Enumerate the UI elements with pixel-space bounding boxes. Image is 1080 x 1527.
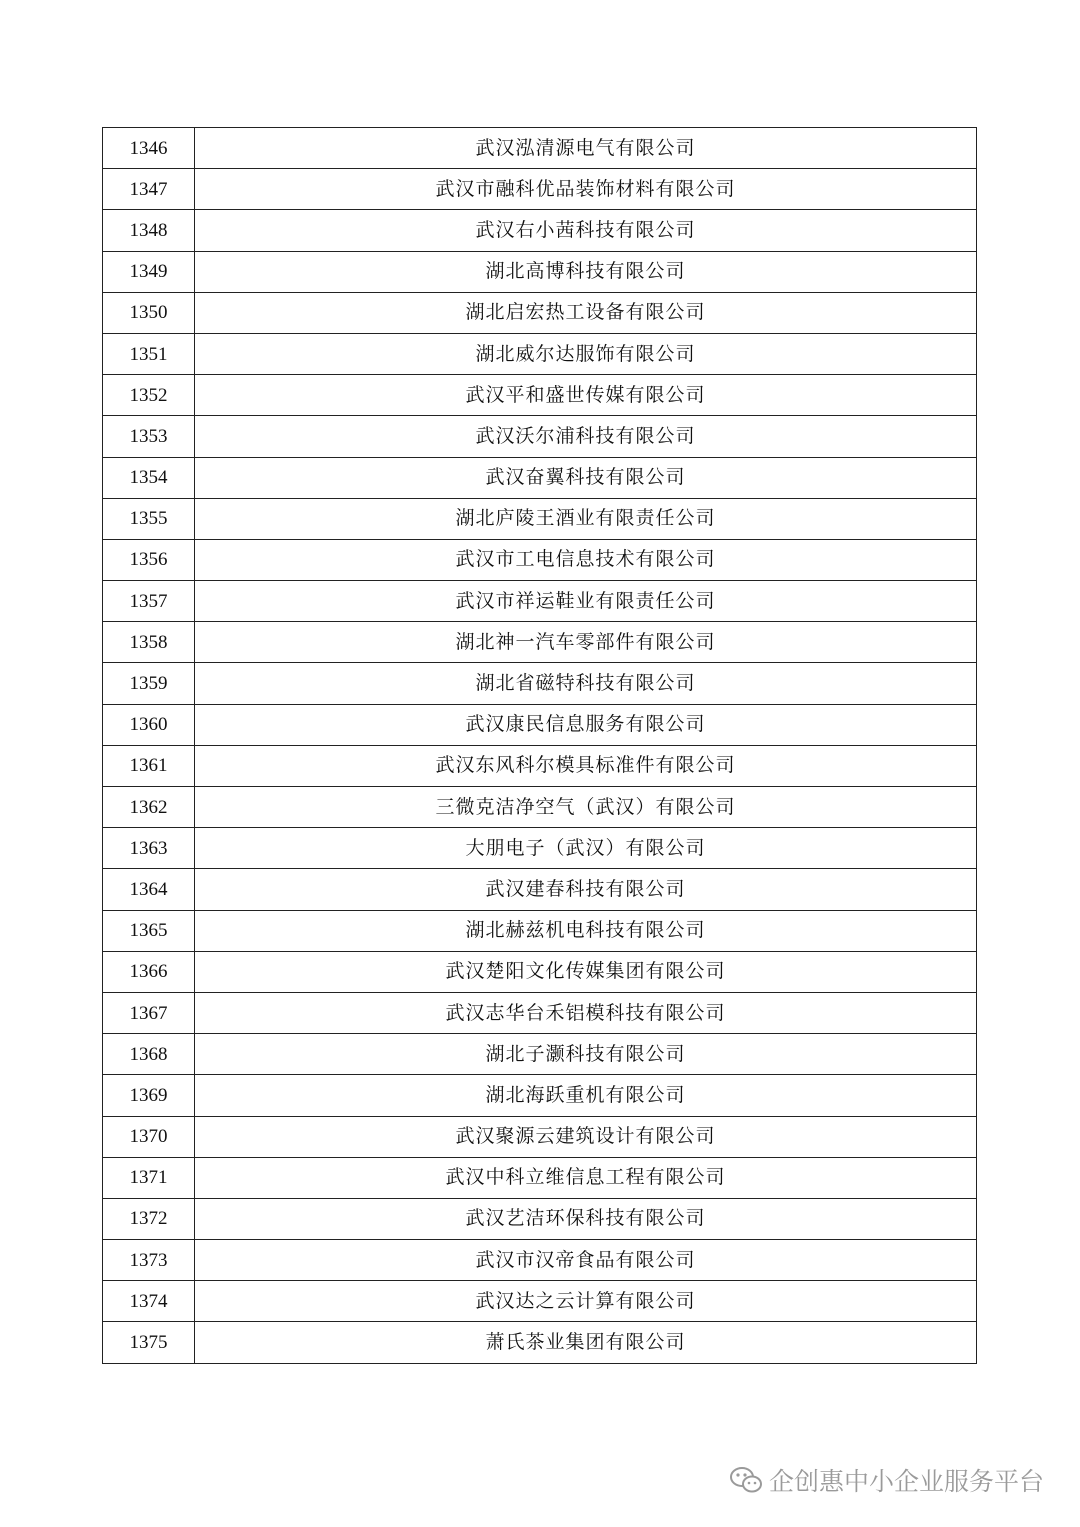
company-name: 武汉沃尔浦科技有限公司 [195,416,977,457]
company-name: 武汉康民信息服务有限公司 [195,704,977,745]
company-name: 湖北海跃重机有限公司 [195,1075,977,1116]
table-row [103,745,977,786]
company-name: 武汉艺洁环保科技有限公司 [195,1198,977,1239]
row-number: 1371 [103,1157,195,1198]
row-number: 1374 [103,1281,195,1322]
row-number: 1348 [103,210,195,251]
table-row [103,375,977,416]
company-name: 武汉市工电信息技术有限公司 [195,539,977,580]
company-name: 武汉市汉帝食品有限公司 [195,1240,977,1281]
company-name: 武汉平和盛世传媒有限公司 [195,375,977,416]
company-name: 武汉奋翼科技有限公司 [195,457,977,498]
company-name: 湖北庐陵王酒业有限责任公司 [195,498,977,539]
row-number: 1363 [103,828,195,869]
row-number: 1356 [103,539,195,580]
table-row [103,1116,977,1157]
table-row [103,169,977,210]
company-name: 武汉志华台禾铝模科技有限公司 [195,992,977,1033]
table-row [103,581,977,622]
company-name: 武汉楚阳文化传媒集团有限公司 [195,951,977,992]
company-name: 武汉聚源云建筑设计有限公司 [195,1116,977,1157]
row-number: 1369 [103,1075,195,1116]
row-number: 1358 [103,622,195,663]
table-row [103,910,977,951]
table-row [103,1198,977,1239]
row-number: 1346 [103,128,195,169]
table-row [103,333,977,374]
row-number: 1361 [103,745,195,786]
table-row [103,498,977,539]
company-name: 湖北子灏科技有限公司 [195,1034,977,1075]
row-number: 1349 [103,251,195,292]
wechat-icon [729,1465,763,1495]
row-number: 1362 [103,787,195,828]
table-row [103,787,977,828]
table-row [103,992,977,1033]
row-number: 1357 [103,581,195,622]
company-name: 湖北启宏热工设备有限公司 [195,292,977,333]
table-row [103,704,977,745]
table-row [103,663,977,704]
row-number: 1375 [103,1322,195,1363]
row-number: 1368 [103,1034,195,1075]
table-row [103,622,977,663]
table-row [103,1075,977,1116]
table-row [103,1281,977,1322]
table-row [103,951,977,992]
row-number: 1364 [103,869,195,910]
company-name: 武汉东风科尔模具标准件有限公司 [195,745,977,786]
row-number: 1355 [103,498,195,539]
company-name: 武汉中科立维信息工程有限公司 [195,1157,977,1198]
watermark [729,1462,1044,1498]
company-name: 湖北威尔达服饰有限公司 [195,333,977,374]
table-row [103,1034,977,1075]
row-number: 1351 [103,333,195,374]
row-number: 1360 [103,704,195,745]
company-list-table [102,127,977,1364]
row-number: 1366 [103,951,195,992]
table-row [103,128,977,169]
company-name: 武汉市融科优品装饰材料有限公司 [195,169,977,210]
company-name: 武汉建春科技有限公司 [195,869,977,910]
row-number: 1350 [103,292,195,333]
company-name: 武汉市祥运鞋业有限责任公司 [195,581,977,622]
watermark-text: 企创惠中小企业服务平台 [768,1467,1044,1496]
table-row [103,416,977,457]
row-number: 1354 [103,457,195,498]
company-name: 武汉泓清源电气有限公司 [195,128,977,169]
row-number: 1352 [103,375,195,416]
row-number: 1370 [103,1116,195,1157]
row-number: 1373 [103,1240,195,1281]
row-number: 1367 [103,992,195,1033]
company-name: 萧氏茶业集团有限公司 [195,1322,977,1363]
table-row [103,828,977,869]
row-number: 1359 [103,663,195,704]
company-name: 湖北高博科技有限公司 [195,251,977,292]
table-row [103,251,977,292]
row-number: 1365 [103,910,195,951]
row-number: 1347 [103,169,195,210]
row-number: 1372 [103,1198,195,1239]
table-row [103,292,977,333]
table-row [103,210,977,251]
company-name: 湖北赫兹机电科技有限公司 [195,910,977,951]
company-name: 湖北神一汽车零部件有限公司 [195,622,977,663]
company-name: 大朋电子（武汉）有限公司 [195,828,977,869]
company-name: 武汉右小茜科技有限公司 [195,210,977,251]
table-row [103,1240,977,1281]
company-name: 湖北省磁特科技有限公司 [195,663,977,704]
table-row [103,539,977,580]
row-number: 1353 [103,416,195,457]
table-row [103,1157,977,1198]
table-row [103,869,977,910]
company-name: 武汉达之云计算有限公司 [195,1281,977,1322]
table-body [103,128,977,1364]
table-row [103,1322,977,1363]
table-row [103,457,977,498]
company-name: 三微克洁净空气（武汉）有限公司 [195,787,977,828]
